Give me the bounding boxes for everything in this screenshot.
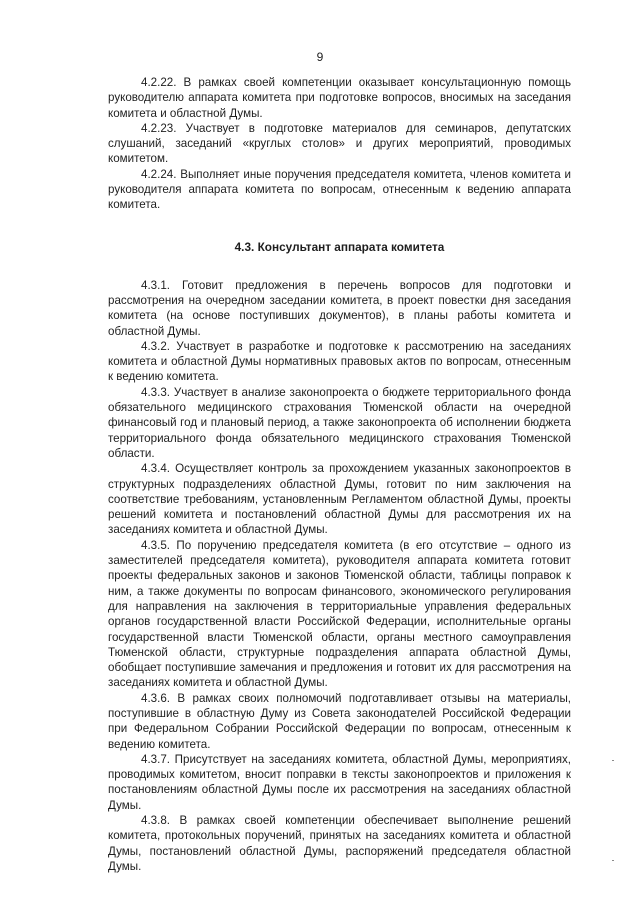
paragraph-4-3-3: 4.3.3. Участвует в анализе законопроекта о бюджете территориального фонда обязательного медицинского страхования Тюменской области на очередной финансовый год и плановый период, а также законопроекта об исполнении бюджета территориального фонда обязательного медицинского страхования Тюменской области. [108, 385, 571, 460]
paragraph-4-3-2: 4.3.2. Участвует в разработке и подготовке к рассмотрению на заседаниях комитета и областной Думы нормативных правовых актов по вопросам, отнесенным к ведению комитета. [108, 339, 571, 384]
scan-speck [612, 760, 614, 761]
paragraph-4-3-6: 4.3.6. В рамках своих полномочий подготавливает отзывы на материалы, поступившие в областную Думу из Совета законодателей Российской Федерации при Федеральном Собрании Российской Федерации по вопросам, отнесенным к ведению комитета. [108, 691, 571, 751]
paragraph-4-3-4: 4.3.4. Осуществляет контроль за прохождением указанных законопроектов в структурных подразделениях областной Думы, готовит по ним заключения на соответствие требованиям, установленным Регламентом областной Думы, проекты решений комитета и постановлений областной Думы для рассмотрения их на заседаниях комитета и областной Думы. [108, 462, 571, 537]
paragraph-4-2-24: 4.2.24. Выполняет иные поручения председателя комитета, членов комитета и руководителя аппарата комитета по вопросам, отнесенным к ведению аппарата комитета. [108, 167, 571, 212]
paragraph-4-2-22: 4.2.22. В рамках своей компетенции оказывает консультационную помощь руководителю аппарата комитета при подготовке вопросов, вносимых на заседания комитета и областной Думы. [108, 76, 571, 120]
document-body [108, 75, 571, 874]
paragraph-4-3-8: 4.3.8. В рамках своей компетенции обеспечивает выполнение решений комитета, протокольных поручений, принятых на заседаниях комитета и областной Думы, постановлений областной Думы, распоряжений председателя областной Думы. [108, 814, 571, 873]
paragraph-4-2-23: 4.2.23. Участвует в подготовке материалов для семинаров, депутатских слушаний, заседаний «круглых столов» и других мероприятий, проводимых комитетом. [108, 121, 571, 166]
paragraph-4-3-1: 4.3.1. Готовит предложения в перечень вопросов для подготовки и рассмотрения на очередном заседании комитета, в проект повестки дня заседания комитета (на основе поступивших документов), в планы работы комитета и областной Думы. [108, 278, 571, 338]
spacer [108, 255, 571, 278]
scan-speck [612, 860, 614, 861]
page-number: 9 [316, 50, 324, 64]
spacer [108, 213, 571, 240]
paragraph-4-3-5: 4.3.5. По поручению председателя комитета (в его отсутствие – одного из заместителей председателя комитета), руководителя аппарата комитета готовит проекты федеральных законов и законов Тюменской области, таблицы поправок к ним, а также документы по вопросам финансового, экономического регулирования для направления на заключения в территориальные управления федеральных органов государственной власти Российской Федерации, исполнительные органы государственной власти Тюменской области, органы местного самоуправления Тюменской области, структурные подразделения аппарата областной Думы, обобщает поступившие замечания и предложения и готовит их для рассмотрения на заседаниях комитета и областной Думы. [108, 538, 571, 690]
section-heading: 4.3. Консультант аппарата комитета [234, 239, 445, 254]
paragraph-4-3-7: 4.3.7. Присутствует на заседаниях комитета, областной Думы, мероприятиях, проводимых комитетом, вносит поправки в тексты законопроектов и приложения к постановлениям областной Думы после их рассмотрения на заседаниях областной Думы. [108, 752, 571, 812]
